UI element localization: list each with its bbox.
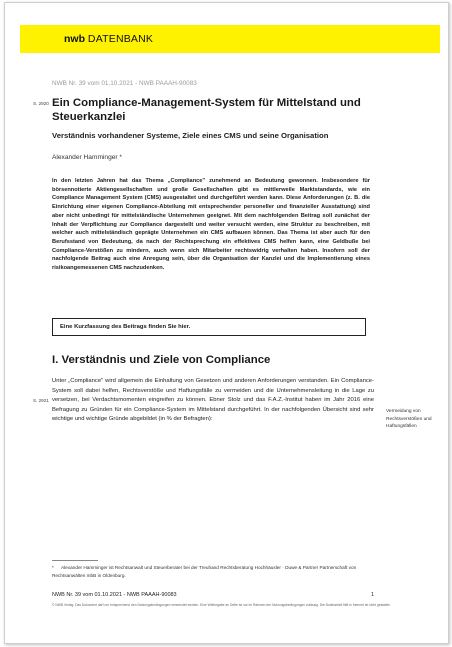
article-abstract: In den letzten Jahren hat das Thema „Compliance" zunehmend an Bedeutung gewonnen. Insbesondere für börsennotierte Aktiengesellschaften und große Gesellschaften gibt es mittlerweile Marktstandards, wie ein Compliance Management System (CMS) ausgestaltet und durchgeführt werden kann. Diese Anforderungen (z. B. die Einrichtung einer eigenen Compliance-Abteilung mit entsprechender personeller und finanzieller Ausstattung) sind aber nicht unbedingt für mittelständische Unternehmen geeignet. Mit dem nachfolgenden Beitrag soll zunächst der Inhalt der Verpflichtung zur Compliance dargestellt und weiter versucht werden, eine Struktur zu beschreiben, mit welcher auch mittelständisch geprägte Unternehmen ein CMS aufbauen können. Das Thema ist aber auch für den Berufsstand von Bedeutung, da nach der Rechtsprechung ein effektives CMS helfen kann, eine Geldbuße bei Compliance-Verstößen zu mindern, auch wenn sich Mitarbeiter rechtswidrig verhalten haben. Insofern soll der nachfolgende Beitrag auch eine Anregung sein, über die Organisation der Kanzlei und die Implementierung eines risikoangemessenen CMS nachzudenken. — [52, 178, 370, 272]
article-author: Alexander Hamminger * — [52, 154, 122, 161]
margin-page-ref: S. 2920 — [33, 101, 49, 106]
margin-page-ref: S. 2921 — [33, 398, 49, 403]
page-number: 1 — [371, 592, 375, 598]
author-footnote — [52, 564, 372, 579]
margin-note: Vermeidung von Rechtsverstößen und Haftungsfällen — [386, 409, 432, 429]
header-banner — [20, 25, 440, 53]
article-subtitle: Verständnis vorhandener Systeme, Ziele eines CMS und seine Organisation — [52, 131, 329, 140]
document-meta: NWB Nr. 39 vom 01.10.2021 - NWB PAAAH-90083 — [52, 80, 197, 87]
footer-reference: NWB Nr. 39 vom 01.10.2021 - NWB PAAAH-90083 — [52, 592, 177, 598]
footnote-text: Alexander Hamminger ist Rechtsanwalt und Steuerberater bei der Treuhand Rechtsberatung Hochhäusler · Duwe & Partner Partnerschaft von Rechtsanwälten mbB in Oldenburg. — [52, 565, 357, 578]
summary-link[interactable]: Eine Kurzfassung des Beitrags finden Sie hier. — [60, 324, 191, 330]
logo-brand: nwb — [64, 33, 85, 45]
article-title: Ein Compliance-Management-System für Mittelstand und Steuerkanzlei — [52, 97, 361, 123]
section-heading: I. Verständnis und Ziele von Compliance — [52, 354, 271, 366]
section-body: Unter „Compliance" wird allgemein die Einhaltung von Gesetzen und anderen Anforderungen verstanden. Ein Compliance-System soll dabei helfen, Rechtsverstöße und Haftungsfälle zu vermeiden und die Unternehmensleitung in die Lage zu versetzen, bei Verdachtsmomenten eingreifen zu können. Ebner Stolz und das F.A.Z.-Institut haben im Jahr 2016 eine Befragung zu Gründen für ein Compliance-System im Mittelstand durchgeführt. In der nachfolgenden Übersicht sind sehr wichtige und wichtige Gründe abgebildet (in % der Befragten): — [52, 378, 374, 423]
footnote-divider — [52, 560, 98, 561]
copyright-notice: © NWB Verlag. Das Dokument darf nur entsprechend den Nutzungsbedingungen verwendet werden. Eine Weitergabe an Dritte ist nur im Rahmen der Nutzungsbedingungen zulässig. Die Nutzbarkeit fällt in Internet ist nicht gestattet. — [52, 603, 391, 607]
nwb-logo[interactable] — [64, 33, 153, 45]
logo-product: DATENBANK — [87, 33, 154, 45]
footnote-mark: * — [52, 565, 54, 570]
summary-box[interactable] — [52, 318, 366, 336]
